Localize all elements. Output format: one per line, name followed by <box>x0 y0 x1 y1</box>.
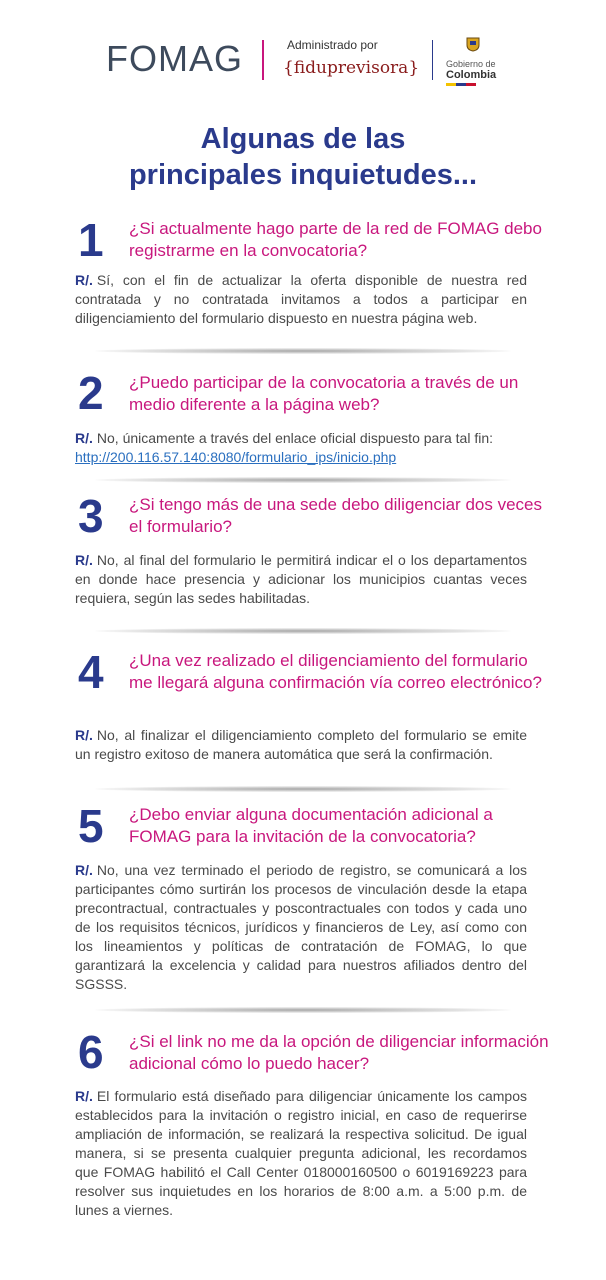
coat-of-arms-icon <box>464 36 482 52</box>
section-divider <box>95 786 511 792</box>
section-divider <box>95 348 511 354</box>
partner-block <box>283 38 419 78</box>
answer-prefix: R/. <box>75 552 93 568</box>
answer-text: No, al final del formulario le permitirá indicar el o los departamentos en donde hace presencia y adicionar los municipios cuantas veces requiera, según las sedes habilitadas. <box>75 552 527 606</box>
section-divider <box>95 628 511 634</box>
page-title <box>0 121 606 193</box>
answer-text: No, al finalizar el diligenciamiento completo del formulario se emite un registro exitoso de manera automática que será la confirmación. <box>75 727 527 762</box>
faq-number: 3 <box>78 490 104 542</box>
faq-number: 6 <box>78 1026 104 1078</box>
gov-label: Gobierno de <box>446 59 496 69</box>
answer-prefix: R/. <box>75 727 93 743</box>
formulario-link[interactable]: http://200.116.57.140:8080/formulario_ips/inicio.php <box>75 449 397 465</box>
title-line-1: Algunas de las <box>200 123 406 155</box>
answer-text: Sí, con el fin de actualizar la oferta disponible de nuestra red contratada y no contratada invitamos a todos a participar en diligenciamiento del formulario dispuesto en nuestra página web. <box>75 272 527 326</box>
faq-answer <box>75 1087 527 1220</box>
answer-text: No, una vez terminado el periodo de registro, se comunicará a los participantes cómo surtirán los procesos de vinculación desde la etapa precontractual, contractuales y poscontractuales con todos y cada uno de los requisitos técnicos, jurídicos y financieros de Ley, así como con los lineamientos y políticas de contratación de FOMAG, lo que garantizará la excelencia y calidad para nuestros afiliados dentro del SGSSS. <box>75 862 527 992</box>
faq-number: 4 <box>78 646 104 698</box>
faq-answer <box>75 429 527 467</box>
faq-question: ¿Una vez realizado el diligenciamiento del formulario me llegará alguna confirmación vía correo electrónico? <box>129 651 542 692</box>
government-block <box>446 36 496 86</box>
answer-prefix: R/. <box>75 1088 93 1104</box>
header-divider <box>262 40 264 80</box>
faq-number: 1 <box>78 214 104 266</box>
admin-label: Administrado por <box>287 38 378 52</box>
fomag-logo-text: FOMAG <box>106 38 243 79</box>
fomag-logo <box>106 38 243 80</box>
faq-answer <box>75 551 527 608</box>
faq-question: ¿Debo enviar alguna documentación adicional a FOMAG para la invitación de la convocatoria? <box>129 805 493 846</box>
faq-answer <box>75 726 527 764</box>
header <box>0 0 606 100</box>
answer-text: El formulario está diseñado para diligenciar únicamente los campos establecidos para la invitación o registro inicial, en caso de requerirse ampliación de información, se realizará la respectiva solicitud. De igual manera, si se presenta cualquier pregunta adicional, les recordamos que FOMAG habilitó el Call Center 018000160500 o 6019169223 para resolver sus inquietudes en los horarios de 8:00 a.m. a 5:00 p.m. de lunes a viernes. <box>75 1088 527 1218</box>
faq-answer <box>75 271 527 328</box>
section-divider <box>95 477 511 483</box>
answer-prefix: R/. <box>75 430 93 446</box>
answer-prefix: R/. <box>75 862 93 878</box>
faq-number: 5 <box>78 800 104 852</box>
faq-answer <box>75 861 527 994</box>
colombia-flag-icon <box>446 83 476 86</box>
faq-question: ¿Si tengo más de una sede debo diligenciar dos veces el formulario? <box>129 495 542 536</box>
faq-question: ¿Puedo participar de la convocatoria a través de un medio diferente a la página web? <box>129 373 519 414</box>
header-divider-2 <box>432 40 433 80</box>
answer-prefix: R/. <box>75 272 93 288</box>
title-line-2: principales inquietudes... <box>128 159 478 191</box>
faq-question: ¿Si actualmente hago parte de la red de FOMAG debo registrarme en la convocatoria? <box>129 219 542 260</box>
answer-text: No, únicamente a través del enlace oficial dispuesto para tal fin: <box>96 430 494 446</box>
gov-country: Colombia <box>446 69 497 81</box>
faq-question: ¿Si el link no me da la opción de diligenciar información adicional cómo lo puedo hacer? <box>129 1032 549 1073</box>
section-divider <box>95 1007 511 1013</box>
faq-number: 2 <box>78 367 104 419</box>
fiduprevisora-logo: {fiduprevisora} <box>283 58 420 78</box>
